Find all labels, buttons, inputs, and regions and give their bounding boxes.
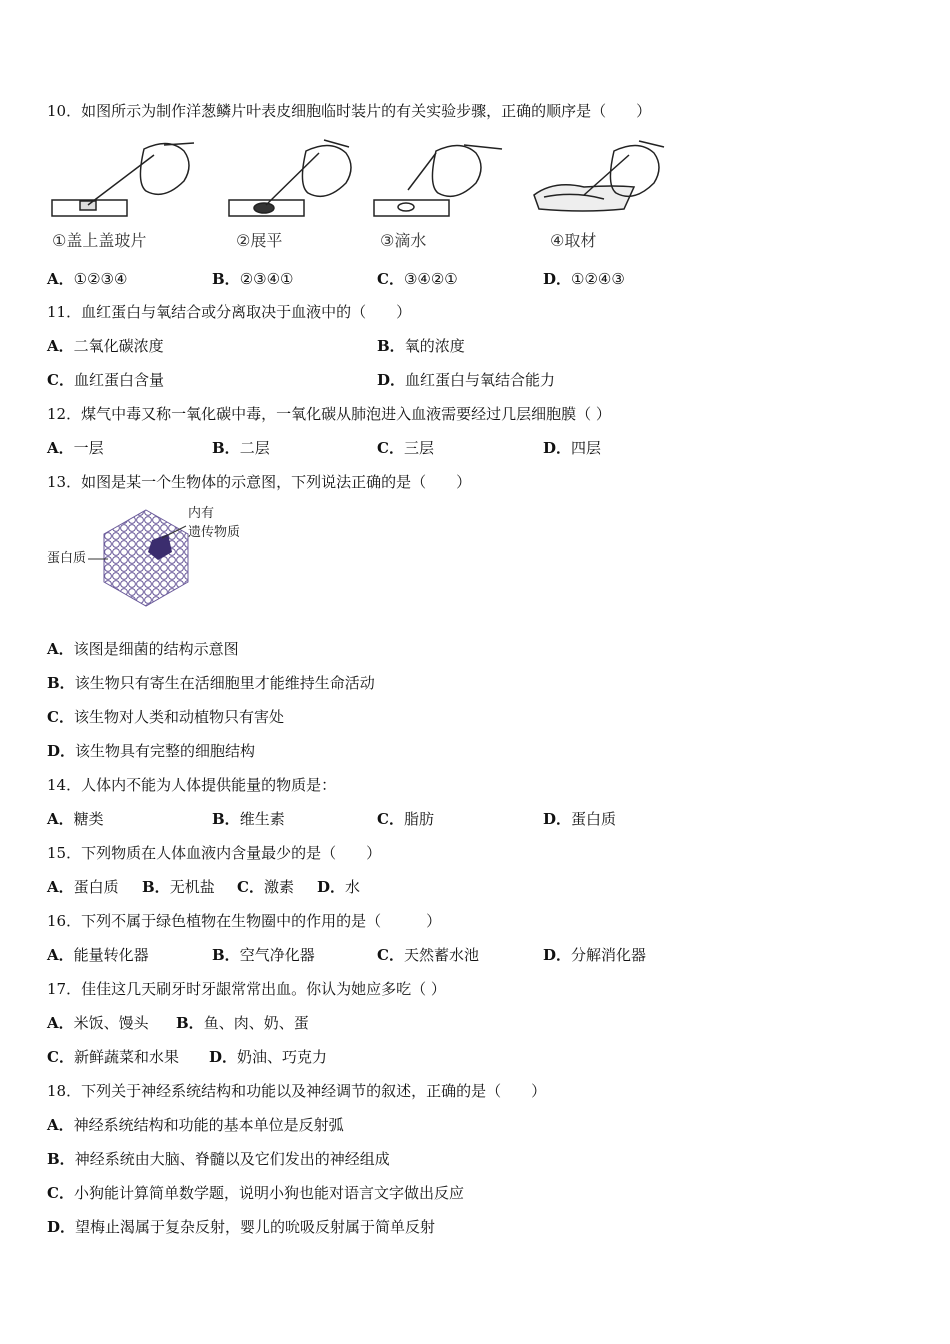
q10-caption-2: ②展平	[236, 231, 283, 250]
q10-option-c[interactable]: C．③④②①	[377, 270, 458, 288]
protein-pointer-line	[88, 556, 108, 562]
q11-option-a[interactable]: A．二氧化碳浓度	[47, 337, 164, 355]
q10-option-a[interactable]: A．①②③④	[47, 270, 128, 288]
take-material-figure	[534, 141, 664, 211]
q18-option-a[interactable]: A．神经系统结构和功能的基本单位是反射弧	[47, 1116, 344, 1134]
q13-option-b[interactable]: B．该生物只有寄生在活细胞里才能维持生命活动	[47, 674, 375, 692]
q10-option-b[interactable]: B．②③④①	[212, 270, 294, 288]
q13-option-c[interactable]: C．该生物对人类和动植物只有害处	[47, 708, 284, 726]
q16-option-c[interactable]: C．天然蓄水池	[377, 946, 479, 964]
q17-option-a[interactable]: A．米饭、馒头	[47, 1014, 149, 1032]
q15-option-c[interactable]: C．激素	[237, 878, 294, 896]
q11-option-d[interactable]: D．血红蛋白与氧结合能力	[377, 371, 556, 389]
q10-option-d[interactable]: D．①②④③	[543, 270, 625, 288]
q17-option-d[interactable]: D．奶油、巧克力	[209, 1048, 328, 1066]
q14-option-a[interactable]: A．糖类	[47, 810, 104, 828]
q15-option-b[interactable]: B．无机盐	[142, 878, 215, 896]
q16-option-b[interactable]: B．空气净化器	[212, 946, 315, 964]
q14-stem: 14．人体内不能为人体提供能量的物质是：	[47, 776, 337, 794]
q10-caption-4: ④取材	[550, 231, 597, 250]
q14-option-b[interactable]: B．维生素	[212, 810, 285, 828]
q10-caption-3: ③滴水	[380, 231, 427, 250]
q16-option-a[interactable]: A．能量转化器	[47, 946, 149, 964]
q17-stem: 17．佳佳这几天刷牙时牙龈常常出血。你认为她应多吃（ ）	[47, 980, 446, 998]
virus-label-inner-2: 遗传物质	[188, 525, 241, 540]
q18-option-b[interactable]: B．神经系统由大脑、脊髓以及它们发出的神经组成	[47, 1150, 390, 1168]
q13-stem: 13．如图是某一个生物体的示意图，下列说法正确的是（ ）	[47, 473, 472, 491]
q16-stem: 16．下列不属于绿色植物在生物圈中的作用的是（ ）	[47, 912, 442, 930]
q12-option-c[interactable]: C．三层	[377, 439, 434, 457]
q12-option-b[interactable]: B．二层	[212, 439, 270, 457]
q18-stem: 18．下列关于神经系统结构和功能以及神经调节的叙述，正确的是（ ）	[47, 1082, 547, 1100]
virus-label-inner-1: 内有	[188, 506, 215, 521]
q10-caption-1: ①盖上盖玻片	[52, 231, 147, 250]
q13-option-d[interactable]: D．该生物具有完整的细胞结构	[47, 742, 256, 760]
q14-option-d[interactable]: D．蛋白质	[543, 810, 617, 828]
q10-step-figures	[44, 135, 674, 225]
q15-stem: 15．下列物质在人体血液内含量最少的是（ ）	[47, 844, 382, 862]
q13-option-a[interactable]: A．该图是细菌的结构示意图	[47, 640, 239, 658]
water-drop-figure	[374, 145, 502, 216]
q15-option-d[interactable]: D．水	[317, 878, 361, 896]
q10-stem: 10．如图所示为制作洋葱鳞片叶表皮细胞临时装片的有关实验步骤，正确的顺序是（ ）	[47, 102, 652, 120]
q12-option-d[interactable]: D．四层	[543, 439, 602, 457]
q12-stem: 12．煤气中毒又称一氧化碳中毒，一氧化碳从肺泡进入血液需要经过几层细胞膜（ ）	[47, 405, 611, 423]
q16-option-d[interactable]: D．分解消化器	[543, 946, 647, 964]
q14-option-c[interactable]: C．脂肪	[377, 810, 434, 828]
q15-option-a[interactable]: A．蛋白质	[47, 878, 119, 896]
q11-stem: 11．血红蛋白与氧结合或分离取决于血液中的（ ）	[47, 303, 412, 321]
cover-slip-figure	[52, 143, 194, 216]
q17-option-b[interactable]: B．鱼、肉、奶、蛋	[176, 1014, 309, 1032]
q12-option-a[interactable]: A．一层	[47, 439, 104, 457]
q11-option-c[interactable]: C．血红蛋白含量	[47, 371, 164, 389]
virus-figure	[96, 508, 196, 608]
q18-option-c[interactable]: C．小狗能计算简单数学题，说明小狗也能对语言文字做出反应	[47, 1184, 464, 1202]
q17-option-c[interactable]: C．新鲜蔬菜和水果	[47, 1048, 179, 1066]
q11-option-b[interactable]: B．氧的浓度	[377, 337, 465, 355]
q18-option-d[interactable]: D．望梅止渴属于复杂反射，婴儿的吮吸反射属于简单反射	[47, 1218, 436, 1236]
spread-figure	[229, 140, 351, 216]
virus-label-protein: 蛋白质	[47, 551, 87, 566]
